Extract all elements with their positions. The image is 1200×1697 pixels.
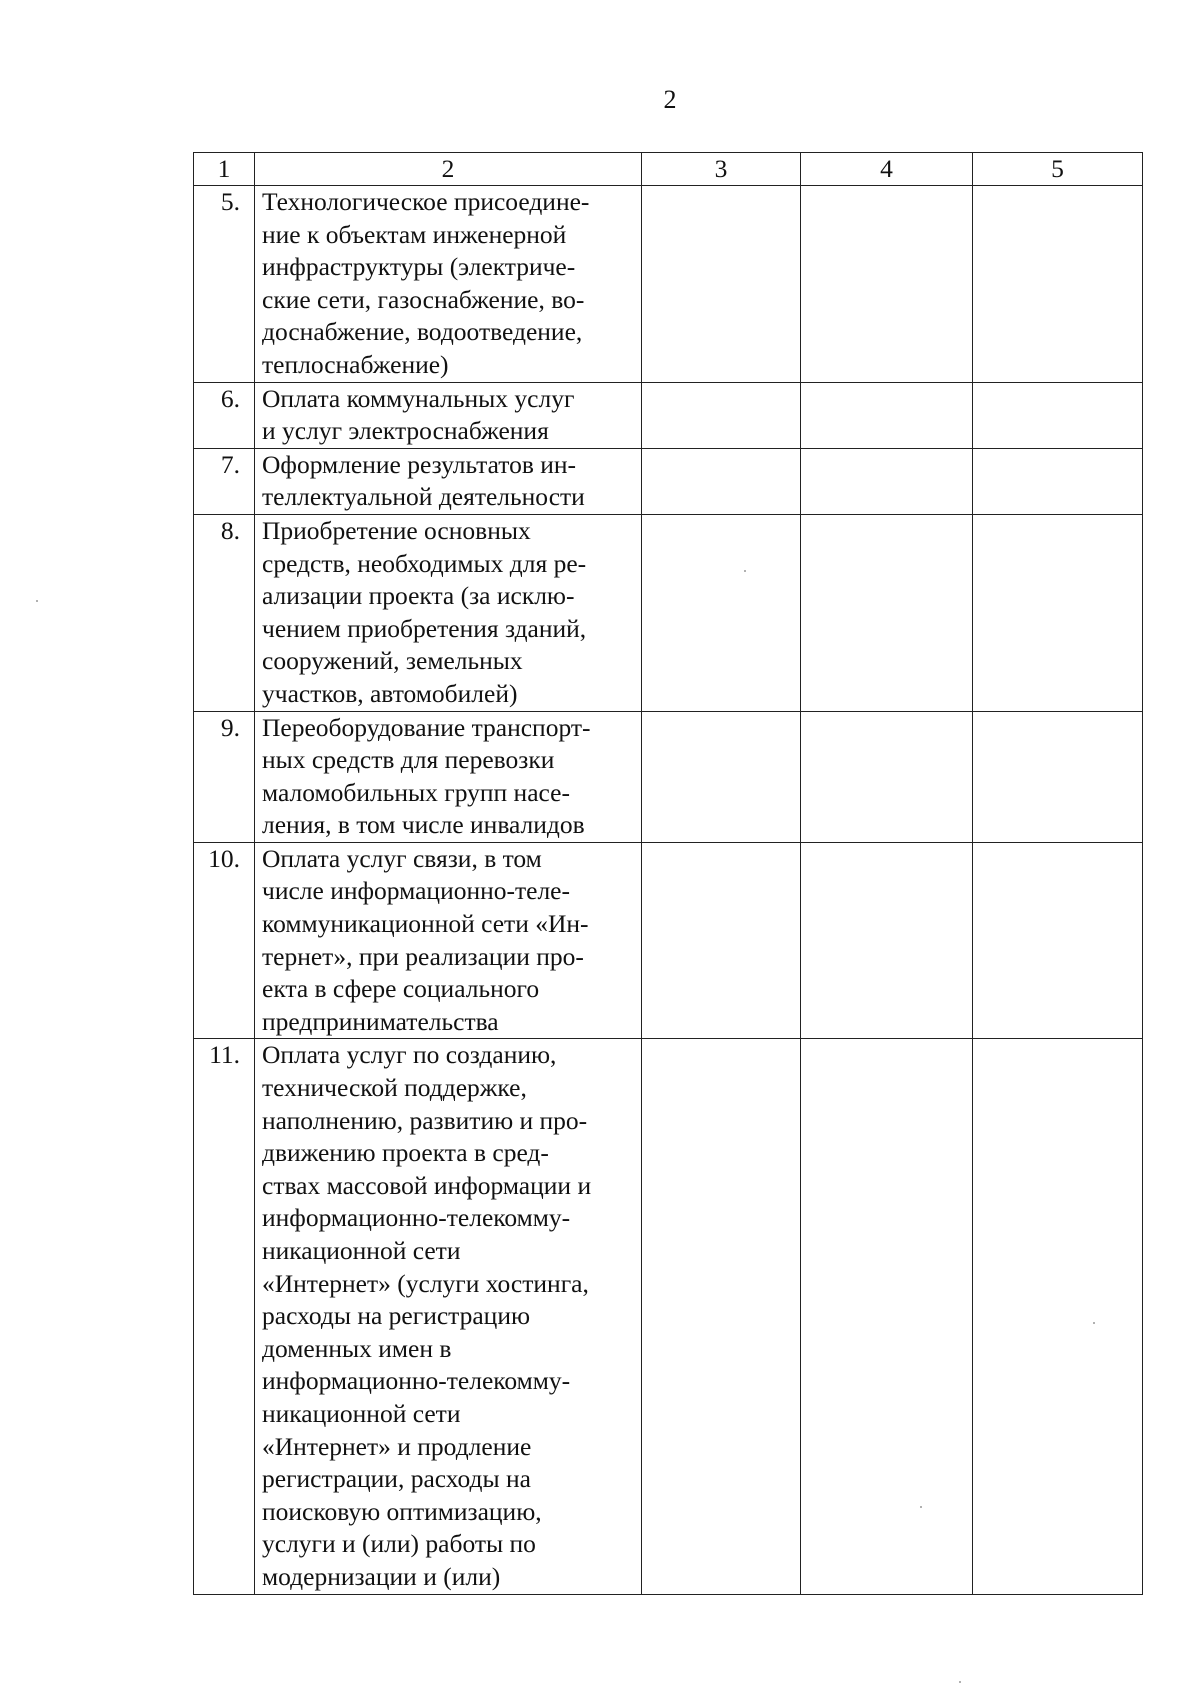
expense-item-line: предпринимательства [262, 1006, 499, 1036]
empty-cell-col-5 [973, 186, 1143, 383]
empty-cell-col-5 [973, 711, 1143, 842]
expense-item-line: Оплата услуг по созданию, [262, 1040, 557, 1070]
empty-cell-col-3 [642, 1039, 801, 1594]
expense-item-line: никационной сети [262, 1236, 461, 1265]
row-number: 5. [194, 186, 255, 383]
expense-item-line: доснабжение, водоотведение, [262, 317, 583, 347]
scan-speck [1093, 1322, 1095, 1324]
empty-cell-col-5 [973, 1039, 1143, 1594]
expense-item-line: инфраструктуры (электриче- [262, 252, 576, 282]
expense-item-line: Оформление результатов ин- [262, 449, 577, 479]
header-cell-4 [801, 153, 973, 186]
expense-item-line: наполнению, развитию и про- [262, 1105, 588, 1135]
scan-speck [744, 570, 746, 572]
expense-item-line: Оплата коммунальных услуг [262, 383, 575, 413]
header-row [194, 153, 1143, 186]
expense-item-line: «Интернет» и продление [262, 1431, 532, 1461]
expense-item-line: тернет», при реализации про- [262, 941, 584, 971]
expense-item-line: теплоснабжение) [262, 349, 449, 379]
expense-item-line: Переоборудование транспорт- [262, 712, 591, 742]
expense-item-line: чением приобретения зданий, [262, 613, 587, 643]
expense-item-line: ские сети, газоснабжение, во- [262, 284, 585, 314]
header-cell-3 [642, 153, 801, 186]
expense-item-line: ления, в том числе инвалидов [262, 810, 585, 840]
table-row [194, 186, 1143, 383]
header-cell-5 [973, 153, 1143, 186]
empty-cell-col-3 [642, 842, 801, 1039]
empty-cell-col-5 [973, 382, 1143, 448]
expense-item-line: Технологическое присоедине- [262, 187, 590, 216]
expense-item-line: участков, автомобилей) [262, 678, 518, 708]
expense-item-name [255, 382, 642, 448]
header-label-2: 2 [441, 154, 455, 183]
table-row [194, 711, 1143, 842]
expense-item-line: услуги и (или) работы по [262, 1529, 536, 1559]
header-label-1: 1 [217, 154, 231, 183]
expense-item-line: ных средств для перевозки [262, 745, 555, 775]
empty-cell-col-4 [801, 514, 973, 711]
table-row [194, 842, 1143, 1039]
empty-cell-col-3 [642, 711, 801, 842]
expense-item-line: екта в сфере социального [262, 974, 540, 1004]
table-row [194, 514, 1143, 711]
expense-table [193, 152, 1143, 1595]
header-cell-1 [194, 153, 255, 186]
header-label-5: 5 [1051, 154, 1064, 183]
expense-item-line: «Интернет» (услуги хостинга, [262, 1268, 589, 1298]
expense-item-line: информационно-телекомму- [262, 1366, 571, 1396]
expense-item-name [255, 711, 642, 842]
header-label-4: 4 [880, 154, 893, 183]
expense-item-line: коммуникационной сети «Ин- [262, 909, 589, 939]
expense-item-line: модернизации и (или) [262, 1561, 501, 1591]
expense-item-line: ствах массовой информации и [262, 1170, 592, 1200]
expense-item-line: технической поддержке, [262, 1073, 527, 1103]
empty-cell-col-4 [801, 842, 973, 1039]
table-row [194, 1039, 1143, 1594]
empty-cell-col-4 [801, 186, 973, 383]
expense-item-line: теллектуальной деятельности [262, 482, 585, 512]
expense-item-name [255, 842, 642, 1039]
empty-cell-col-5 [973, 514, 1143, 711]
page-number: 2 [663, 85, 677, 114]
scan-speck [920, 1506, 922, 1508]
expense-item-line: расходы на регистрацию [262, 1301, 531, 1331]
expense-item-line: средств, необходимых для ре- [262, 548, 587, 578]
expense-item-line: никационной сети [262, 1398, 461, 1428]
empty-cell-col-4 [801, 711, 973, 842]
expense-item-line: числе информационно-теле- [262, 876, 570, 906]
empty-cell-col-5 [973, 448, 1143, 514]
expense-item-line: ние к объектам инженерной [262, 219, 567, 249]
expense-item-name [255, 186, 642, 383]
row-number: 8. [194, 514, 255, 711]
expense-item-line: Оплата услуг связи, в том [262, 843, 542, 873]
row-number: 11. [194, 1039, 255, 1594]
expense-item-name [255, 448, 642, 514]
empty-cell-col-3 [642, 186, 801, 383]
empty-cell-col-5 [973, 842, 1143, 1039]
row-number: 7. [194, 448, 255, 514]
empty-cell-col-4 [801, 1039, 973, 1594]
expense-item-line: маломобильных групп насе- [262, 777, 570, 807]
expense-item-name [255, 1039, 642, 1594]
expense-item-line: и услуг электроснабжения [262, 416, 549, 446]
expense-item-line: сооружений, земельных [262, 646, 523, 676]
row-number: 9. [194, 711, 255, 842]
expense-item-line: ализации проекта (за исклю- [262, 581, 575, 611]
scan-speck [36, 600, 38, 602]
scan-speck [959, 1681, 961, 1683]
header-cell-2 [255, 153, 642, 186]
empty-cell-col-4 [801, 382, 973, 448]
empty-cell-col-3 [642, 382, 801, 448]
expense-item-line: поисковую оптимизацию, [262, 1496, 542, 1526]
table-body [194, 153, 1143, 1595]
expense-item-name [255, 514, 642, 711]
empty-cell-col-4 [801, 448, 973, 514]
expense-item-line: Приобретение основных [262, 515, 531, 545]
expense-item-line: регистрации, расходы на [262, 1464, 531, 1494]
expense-item-line: движению проекта в сред- [262, 1138, 549, 1168]
table-row [194, 448, 1143, 514]
expense-item-line: доменных имен в [262, 1333, 452, 1363]
expense-item-line: информационно-телекомму- [262, 1203, 571, 1233]
row-number: 6. [194, 382, 255, 448]
row-number: 10. [194, 842, 255, 1039]
empty-cell-col-3 [642, 514, 801, 711]
header-label-3: 3 [714, 154, 728, 183]
empty-cell-col-3 [642, 448, 801, 514]
table-row [194, 382, 1143, 448]
